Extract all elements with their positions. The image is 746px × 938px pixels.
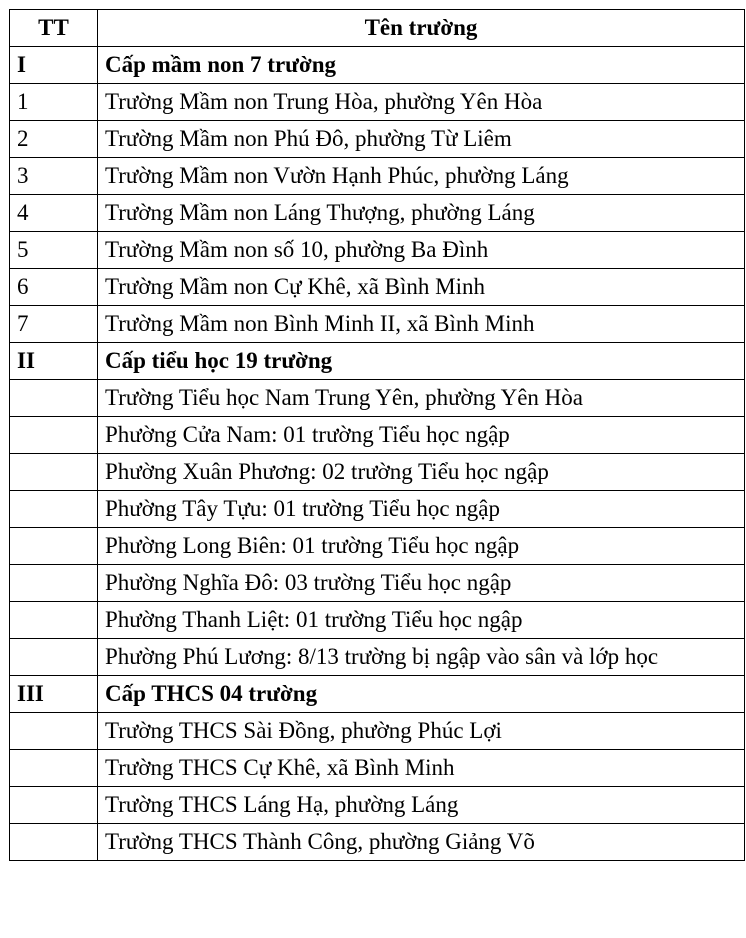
table-row	[10, 195, 745, 232]
section-row	[10, 343, 745, 380]
table-row	[10, 787, 745, 824]
table-row	[10, 417, 745, 454]
table-row	[10, 454, 745, 491]
row-tt: 3	[10, 158, 98, 195]
row-name: Trường Mầm non Phú Đô, phường Từ Liêm	[98, 121, 745, 158]
table-body	[10, 47, 745, 861]
row-name: Phường Nghĩa Đô: 03 trường Tiểu học ngập	[98, 565, 745, 602]
table-row	[10, 713, 745, 750]
table-row	[10, 380, 745, 417]
table-row	[10, 158, 745, 195]
table-row	[10, 639, 745, 676]
row-name: Trường THCS Cự Khê, xã Bình Minh	[98, 750, 745, 787]
row-tt	[10, 713, 98, 750]
row-name: Trường THCS Thành Công, phường Giảng Võ	[98, 824, 745, 861]
section-title: Cấp mầm non 7 trường	[98, 47, 745, 84]
table-row	[10, 750, 745, 787]
table-header-row	[10, 10, 745, 47]
section-row	[10, 47, 745, 84]
row-name: Trường Mầm non số 10, phường Ba Đình	[98, 232, 745, 269]
header-tt: TT	[10, 10, 98, 47]
row-tt	[10, 787, 98, 824]
table-row	[10, 84, 745, 121]
table-row	[10, 824, 745, 861]
header-name: Tên trường	[98, 10, 745, 47]
section-row	[10, 676, 745, 713]
section-title: Cấp tiểu học 19 trường	[98, 343, 745, 380]
table-row	[10, 121, 745, 158]
table-row	[10, 306, 745, 343]
row-name: Trường Mầm non Cự Khê, xã Bình Minh	[98, 269, 745, 306]
section-number: I	[10, 47, 98, 84]
row-tt: 4	[10, 195, 98, 232]
schools-table	[9, 9, 745, 861]
row-name: Trường Mầm non Láng Thượng, phường Láng	[98, 195, 745, 232]
row-tt	[10, 750, 98, 787]
row-name: Trường Mầm non Bình Minh II, xã Bình Minh	[98, 306, 745, 343]
row-name: Trường Mầm non Trung Hòa, phường Yên Hòa	[98, 84, 745, 121]
table-row	[10, 491, 745, 528]
table-row	[10, 528, 745, 565]
row-name: Phường Xuân Phương: 02 trường Tiểu học ngập	[98, 454, 745, 491]
row-tt: 5	[10, 232, 98, 269]
row-name: Phường Tây Tựu: 01 trường Tiểu học ngập	[98, 491, 745, 528]
row-tt	[10, 491, 98, 528]
row-tt: 7	[10, 306, 98, 343]
row-tt	[10, 528, 98, 565]
row-name: Trường Mầm non Vườn Hạnh Phúc, phường Láng	[98, 158, 745, 195]
section-title: Cấp THCS 04 trường	[98, 676, 745, 713]
row-tt: 1	[10, 84, 98, 121]
row-tt	[10, 639, 98, 676]
row-name: Phường Phú Lương: 8/13 trường bị ngập vào sân và lớp học	[98, 639, 745, 676]
section-number: III	[10, 676, 98, 713]
row-tt: 6	[10, 269, 98, 306]
table-row	[10, 602, 745, 639]
row-name: Phường Long Biên: 01 trường Tiểu học ngập	[98, 528, 745, 565]
row-name: Phường Cửa Nam: 01 trường Tiểu học ngập	[98, 417, 745, 454]
table-row	[10, 232, 745, 269]
row-tt	[10, 380, 98, 417]
row-tt	[10, 602, 98, 639]
row-name: Trường THCS Sài Đồng, phường Phúc Lợi	[98, 713, 745, 750]
row-tt	[10, 565, 98, 602]
section-number: II	[10, 343, 98, 380]
row-name: Trường THCS Láng Hạ, phường Láng	[98, 787, 745, 824]
row-name: Phường Thanh Liệt: 01 trường Tiểu học ngập	[98, 602, 745, 639]
row-name: Trường Tiểu học Nam Trung Yên, phường Yên Hòa	[98, 380, 745, 417]
row-tt: 2	[10, 121, 98, 158]
table-row	[10, 269, 745, 306]
row-tt	[10, 417, 98, 454]
row-tt	[10, 454, 98, 491]
table-row	[10, 565, 745, 602]
row-tt	[10, 824, 98, 861]
